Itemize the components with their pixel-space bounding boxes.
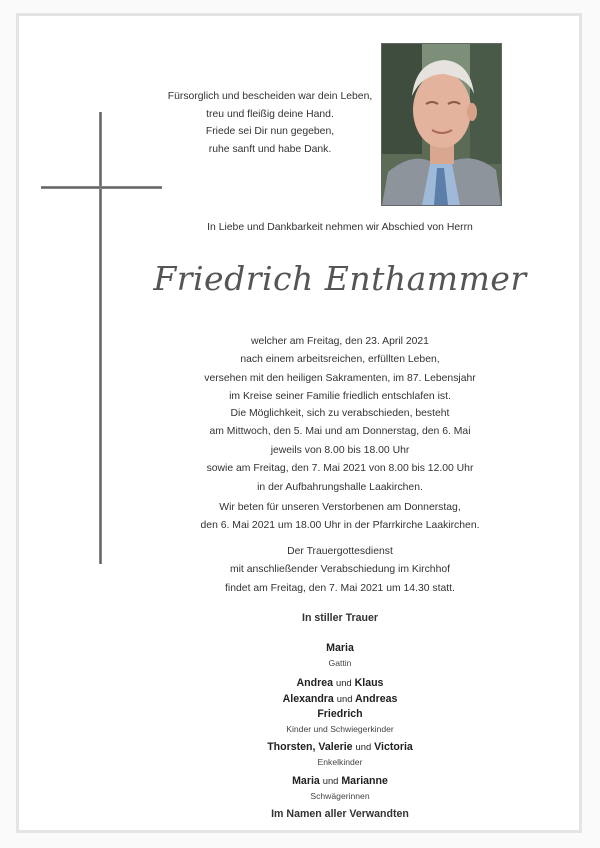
poem-line: treu und fleißig deine Hand. [206, 108, 334, 120]
family-name-line [130, 691, 550, 707]
family-name: Andreas [355, 693, 398, 705]
text-line: findet am Freitag, den 7. Mai 2021 um 14.30 statt. [225, 582, 455, 594]
text-line: sowie am Freitag, den 7. Mai 2021 von 8.00 bis 12.00 Uhr [206, 463, 474, 475]
text-line: am Mittwoch, den 5. Mai und am Donnerstag, den 6. Mai [209, 426, 471, 438]
portrait-photo [381, 43, 502, 206]
family-name-line [130, 773, 550, 789]
family-name-line [130, 739, 550, 755]
family-connector: und [355, 741, 372, 752]
text-line: den 6. Mai 2021 um 18.00 Uhr in der Pfarrkirche Laakirchen. [200, 520, 480, 532]
family-group-inlaws [130, 773, 550, 803]
family-group-spouse [130, 641, 550, 670]
family-connector: und [335, 677, 352, 688]
family-connector: und [336, 693, 353, 704]
family-role: Kinder und Schwiegerkinder [286, 724, 394, 734]
family-name: Maria [326, 642, 354, 654]
cross-icon-horizontal-bar [41, 186, 162, 189]
family-name: Alexandra [282, 693, 334, 705]
family-name: Klaus [354, 677, 384, 689]
cross-icon-vertical-bar [99, 112, 102, 564]
family-connector: und [322, 775, 339, 786]
viewing-info-paragraph [130, 405, 550, 497]
family-group-grandchildren [130, 739, 550, 769]
memorial-poem [160, 88, 380, 158]
family-role: Schwägerinnen [310, 791, 370, 801]
mourning-heading: In stiller Trauer [302, 612, 378, 624]
funeral-service-paragraph [130, 543, 550, 598]
family-role: Gattin [328, 658, 352, 668]
prayer-info-paragraph [130, 499, 550, 536]
deceased-name: Friedrich Enthammer [153, 259, 527, 298]
text-line: im Kreise seiner Familie friedlich entschlafen ist. [229, 391, 451, 403]
text-line: welcher am Freitag, den 23. April 2021 [251, 336, 429, 347]
text-line: nach einem arbeitsreichen, erfüllten Leben, [240, 354, 440, 366]
text-line: Wir beten für unseren Verstorbenen am Donnerstag, [219, 502, 461, 513]
family-role: Enkelkinder [317, 757, 363, 767]
family-name: Andrea [296, 677, 334, 689]
text-line: Die Möglichkeit, sich zu verabschieden, besteht [230, 408, 450, 419]
family-name: Victoria [374, 741, 413, 753]
poem-line: ruhe sanft und habe Dank. [208, 143, 332, 155]
poem-line: Fürsorglich und bescheiden war dein Leben, [167, 91, 373, 102]
farewell-intro: In Liebe und Dankbarkeit nehmen wir Abschied von Herrn [207, 222, 473, 233]
family-name: Thorsten, Valerie [267, 741, 353, 753]
family-name: Marianne [341, 775, 388, 787]
text-line: in der Aufbahrungshalle Laakirchen. [257, 481, 423, 493]
poem-line: Friede sei Dir nun gegeben, [205, 126, 335, 137]
family-name: Friedrich [317, 708, 363, 720]
family-group-children [130, 675, 550, 736]
death-announcement-paragraph [130, 333, 550, 407]
text-line: versehen mit den heiligen Sakramenten, im 87. Lebensjahr [204, 372, 476, 384]
family-name: Maria [292, 775, 320, 787]
text-line: mit anschließender Verabschiedung im Kirchhof [229, 564, 451, 576]
text-line: Der Trauergottesdienst [287, 546, 393, 557]
family-name-line [130, 675, 550, 691]
closing-signature: Im Namen aller Verwandten [271, 808, 409, 820]
text-line: jeweils von 8.00 bis 18.00 Uhr [270, 444, 410, 456]
